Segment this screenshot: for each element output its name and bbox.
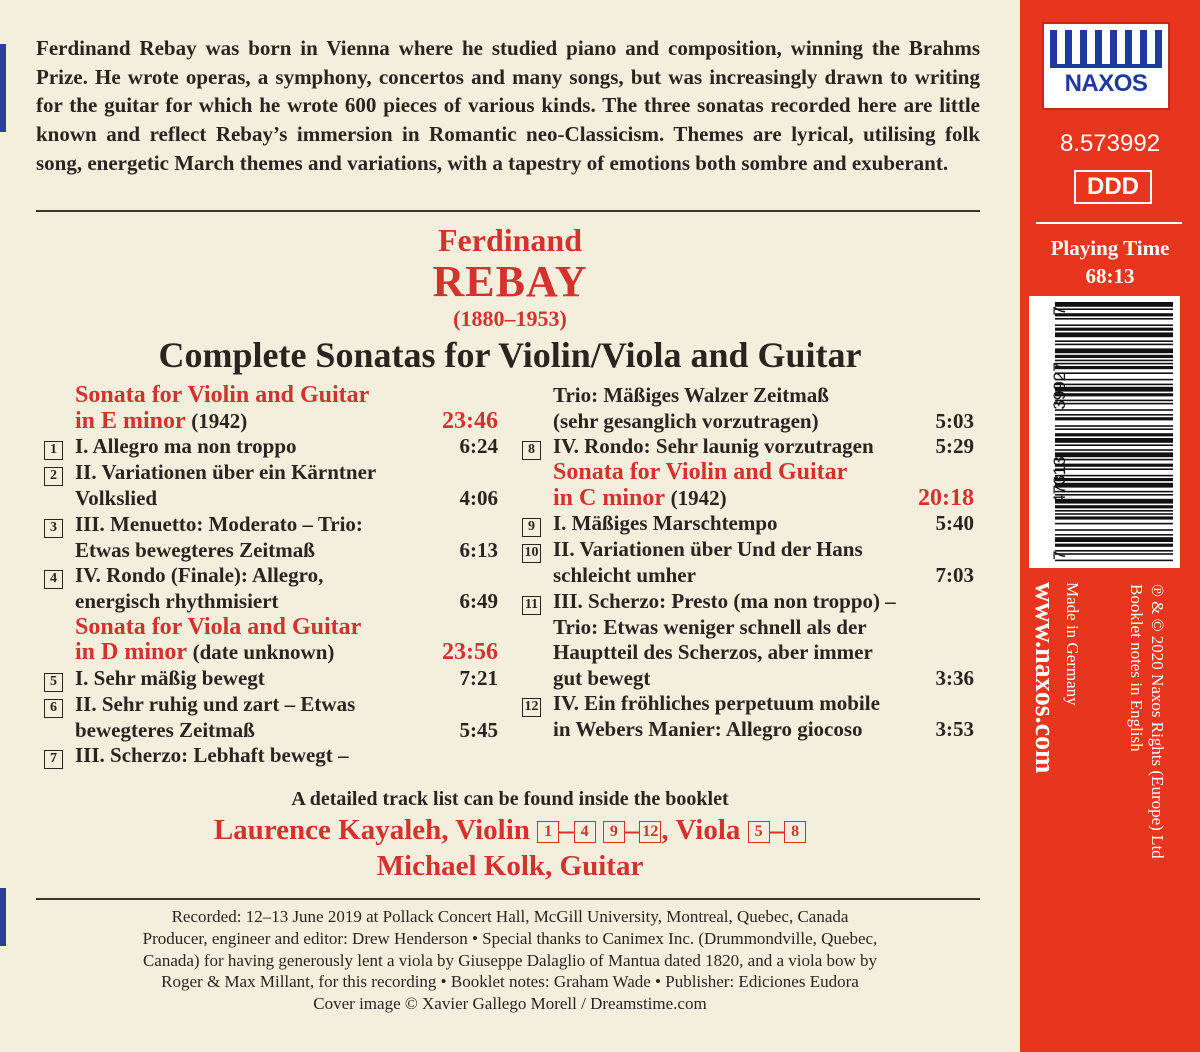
track-title: III. Scherzo: Presto (ma non troppo) – — [553, 588, 896, 613]
track-title: energisch rhythmisiert — [75, 589, 279, 613]
barcode-bar — [1055, 438, 1173, 443]
track-title: schleicht umher — [553, 563, 696, 587]
barcode-bar — [1055, 414, 1173, 416]
track-row[interactable] — [522, 691, 974, 717]
composer-first-name: Ferdinand — [437, 222, 583, 258]
barcode-bar — [1055, 409, 1173, 411]
barcode-bar — [1055, 449, 1173, 451]
barcode-bar — [1055, 534, 1173, 536]
track-title: IV. Rondo: Sehr launig vorzutragen — [553, 434, 874, 458]
track-title: Etwas bewegteres Zeitmaß — [75, 537, 315, 562]
track-title: III. Scherzo: Lebhaft bewegt – — [75, 743, 349, 767]
barcode-bar — [1055, 478, 1173, 481]
track-number: 12 — [522, 698, 541, 717]
barcode-bar — [1055, 433, 1173, 436]
playing-time-value: 68:13 — [1085, 264, 1135, 288]
track-row[interactable] — [522, 589, 974, 615]
sonata-heading-line2 — [522, 486, 974, 512]
track-title: gut bewegt — [553, 665, 651, 690]
track-number: 10 — [522, 544, 541, 563]
track-title: II. Variationen über Und der Hans — [553, 537, 863, 561]
barcode-digit-group: 7 — [1050, 306, 1069, 316]
catalogue-number: 8.573992 — [1059, 130, 1161, 157]
track-number: 5 — [44, 673, 63, 692]
barcode-digit-group: 7 — [1050, 550, 1069, 560]
copyright-notice — [1126, 584, 1168, 859]
track-duration: 6:24 — [459, 434, 498, 458]
track-row-cont — [522, 409, 974, 435]
barcode-bar — [1055, 459, 1173, 461]
barcode-bar — [1055, 499, 1173, 504]
track-duration: 5:45 — [459, 717, 498, 742]
performer-guitar: Michael Kolk, Guitar — [376, 850, 644, 882]
sonata-title: Sonata for Violin and Guitar — [75, 382, 370, 408]
track-title: Trio: Mäßiges Walzer Zeitmaß — [553, 383, 829, 407]
sonata-heading-line2 — [44, 640, 498, 666]
track-duration: 5:40 — [935, 511, 974, 535]
sonata-heading-line2 — [44, 409, 498, 435]
track-title: Hauptteil des Scherzos, aber immer — [553, 640, 873, 664]
barcode-bar — [1055, 379, 1173, 381]
track-title: I. Mäßiges Marschtempo — [553, 511, 778, 535]
barcode-bar — [1055, 360, 1173, 362]
barcode-bar — [1055, 400, 1173, 402]
composer-last-name: REBAY — [432, 257, 588, 306]
track-row-cont — [44, 538, 498, 564]
track-duration: 5:29 — [935, 434, 974, 458]
track-row[interactable] — [44, 434, 498, 460]
barcode-bar — [1055, 324, 1173, 326]
track-title: II. Sehr ruhig und zart – Etwas — [75, 691, 356, 716]
sonata-heading — [44, 383, 498, 409]
credit-line: Producer, engineer and editor: Drew Henderson • Special thanks to Canimex Inc. (Drummondville, Quebec, — [142, 928, 878, 948]
track-duration: 3:36 — [935, 665, 974, 690]
track-row[interactable] — [44, 743, 498, 769]
description-blurb: Ferdinand Rebay was born in Vienna where he studied piano and composition, winning the Brahms Prize. He wrote operas, a symphony, concertos and many songs, but was increasingly drawn to writing for the guitar for which he wrote 600 pieces of various kinds. The three sonatas recorded here are little known and reflect Rebay’s immersion in Romantic neo-Classicism. Themes are lyrical, utilising folk song, energetic March themes and variations, with a tapestry of emotions both sombre and exuberant. — [36, 36, 980, 175]
recording-credits — [40, 906, 980, 1015]
barcode-bar — [1055, 516, 1173, 519]
credit-line: Canada) for having generously lent a viola by Giuseppe Dalaglio of Mantua dated 1820, and a viola bow by — [142, 950, 878, 970]
barcode-bar — [1055, 313, 1173, 316]
track-title: I. Sehr mäßig bewegt — [75, 665, 265, 690]
barcode-bar — [1055, 513, 1173, 515]
barcode-bar — [1055, 505, 1173, 508]
track-title: Volkslied — [75, 486, 158, 510]
barcode-bar — [1055, 384, 1173, 386]
track-duration: 4:06 — [459, 486, 498, 510]
barcode-bar — [1055, 510, 1173, 512]
barcode-bar — [1055, 537, 1173, 542]
track-duration: 6:49 — [459, 589, 498, 613]
track-number: 7 — [44, 750, 63, 769]
sonata-date: (1942) — [670, 485, 727, 510]
sonata-key: in E minor — [75, 407, 186, 434]
track-row[interactable] — [522, 511, 974, 537]
work-title: Complete Sonatas for Violin/Viola and Guitar — [158, 335, 862, 375]
barcode-bar — [1055, 393, 1173, 396]
credit-line: Cover image © Xavier Gallego Morell / Dreamstime.com — [313, 994, 707, 1014]
track-number: 3 — [44, 519, 63, 538]
track-row-cont — [44, 486, 498, 512]
track-duration: 3:53 — [935, 717, 974, 741]
tracklist-right-column — [522, 383, 974, 743]
barcode-bar — [1055, 444, 1173, 446]
credit-line: Recorded: 12–13 June 2019 at Pollack Concert Hall, McGill University, Montreal, Quebec, Canada — [171, 907, 849, 926]
sonata-duration: 20:18 — [918, 484, 974, 511]
track-title: bewegteres Zeitmaß — [75, 717, 255, 742]
track-ref-box: 8 — [784, 821, 806, 843]
booklet-note: A detailed track list can be found inside the booklet — [291, 788, 729, 810]
track-ref-box: 1 — [537, 821, 559, 843]
track-row-cont — [522, 717, 974, 743]
track-number: 1 — [44, 441, 63, 460]
divider — [36, 210, 980, 212]
track-row[interactable] — [44, 563, 498, 589]
barcode-bar — [1055, 363, 1173, 365]
barcode-bar — [1055, 372, 1173, 374]
logo-columns-icon — [1050, 30, 1162, 64]
barcode-bar — [1055, 544, 1173, 547]
sonata-date: (date unknown) — [192, 640, 335, 664]
barcode-bar — [1055, 491, 1173, 493]
track-row-cont — [522, 640, 974, 666]
credit-line: Roger & Max Millant, for this recording • Booklet notes: Graham Wade • Publisher: Ediciones Eudora — [161, 972, 859, 992]
barcode-bar — [1055, 452, 1173, 457]
barcode-bar — [1055, 366, 1173, 369]
format-badge: DDD — [1074, 170, 1152, 204]
barcode-bar — [1055, 494, 1173, 496]
track-title: II. Variationen über ein Kärntner — [75, 460, 377, 484]
barcode-bar — [1055, 318, 1173, 320]
barcode-bar — [1055, 553, 1173, 555]
track-row-cont — [522, 615, 974, 641]
sonata-duration: 23:56 — [442, 639, 498, 665]
barcode-digits — [1050, 300, 1072, 566]
website-url[interactable]: www.naxos.com — [1029, 582, 1060, 774]
barcode-bar — [1055, 475, 1173, 477]
track-number: 6 — [44, 699, 63, 718]
sonata-key: in C minor — [553, 484, 665, 511]
booklet-language: Booklet notes in English — [1127, 584, 1146, 752]
track-row-cont — [44, 718, 498, 744]
track-row-cont — [522, 383, 974, 409]
tracklist-left-column — [44, 383, 498, 769]
sonata-date: (1942) — [191, 408, 248, 433]
track-title: IV. Ein fröhliches perpetuum mobile — [553, 691, 880, 715]
track-number: 9 — [522, 518, 541, 537]
track-row-cont — [522, 563, 974, 589]
barcode-bar — [1055, 348, 1173, 353]
track-row[interactable] — [522, 434, 974, 460]
made-in: Made in Germany — [1063, 582, 1082, 706]
barcode-bar — [1055, 468, 1173, 470]
barcode-bar — [1055, 355, 1173, 358]
track-ref-box: 5 — [748, 821, 770, 843]
composer-dates: (1880–1953) — [453, 306, 567, 331]
track-title: (sehr gesanglich vorzutragen) — [553, 408, 819, 433]
track-number: 8 — [522, 441, 541, 460]
barcode-digit-group: 47313 — [1050, 456, 1069, 504]
track-duration: 6:13 — [459, 537, 498, 562]
barcode-bar — [1055, 425, 1173, 427]
barcode-bar — [1055, 308, 1173, 310]
barcode-bar — [1055, 417, 1173, 420]
track-row[interactable] — [44, 460, 498, 486]
track-ref-box: 9 — [603, 821, 625, 843]
playing-time-label: Playing Time — [1050, 236, 1170, 260]
performer-name: Laurence Kayaleh, Violin — [213, 814, 530, 846]
playing-time — [1022, 234, 1198, 290]
track-number: 11 — [522, 596, 541, 615]
barcode-bar — [1055, 328, 1173, 331]
barcode-bar — [1055, 523, 1173, 525]
track-number: 2 — [44, 467, 63, 486]
barcode-digit-group: 39927 — [1050, 362, 1069, 410]
track-ref-box: 12 — [639, 821, 661, 843]
track-ref-box: 4 — [574, 821, 596, 843]
track-duration: 5:03 — [935, 408, 974, 433]
sonata-key: in D minor — [75, 639, 187, 665]
track-row[interactable] — [44, 512, 498, 538]
barcode-bar — [1055, 529, 1173, 531]
sonata-heading — [522, 460, 974, 486]
barcode-bar — [1055, 340, 1173, 342]
barcode-bar — [1055, 344, 1173, 346]
barcode-bar — [1055, 332, 1173, 337]
performer-instrument: , Viola — [661, 814, 741, 846]
track-row-cont — [44, 589, 498, 615]
copyright-line: ℗ & © 2020 Naxos Rights (Europe) Ltd — [1148, 584, 1167, 859]
track-duration: 7:03 — [935, 563, 974, 587]
barcode-bar — [1055, 550, 1173, 552]
track-title: III. Menuetto: Moderato – Trio: — [75, 511, 363, 536]
track-title: I. Allegro ma non troppo — [75, 434, 297, 458]
barcode-bar — [1055, 464, 1173, 467]
sonata-heading — [44, 615, 498, 641]
track-number: 4 — [44, 570, 63, 589]
barcode-bar — [1055, 302, 1173, 307]
logo-text: NAXOS — [1064, 70, 1148, 97]
track-duration: 7:21 — [459, 665, 498, 690]
barcode-bar — [1055, 387, 1173, 392]
sonata-title: Sonata for Viola and Guitar — [75, 613, 362, 640]
naxos-logo — [1042, 22, 1170, 110]
track-row-cont — [522, 666, 974, 692]
track-title: IV. Rondo (Finale): Allegro, — [75, 563, 324, 587]
track-title: in Webers Manier: Allegro giocoso — [553, 717, 863, 741]
track-title: Trio: Etwas weniger schnell als der — [553, 614, 867, 639]
barcode-bar — [1055, 483, 1173, 488]
track-row[interactable] — [522, 537, 974, 563]
divider — [1036, 222, 1182, 224]
track-row[interactable] — [44, 666, 498, 692]
sonata-duration: 23:46 — [442, 407, 498, 434]
barcode-bar — [1055, 428, 1173, 430]
sonata-title: Sonata for Violin and Guitar — [553, 459, 848, 485]
barcode-bar — [1055, 403, 1173, 405]
divider — [36, 898, 980, 900]
performer-violin: Laurence Kayaleh, Violin 1 – 4 9 – 12 , Viola 5 – 8 — [20, 814, 1000, 847]
track-row[interactable] — [44, 692, 498, 718]
barcode-bar — [1055, 560, 1173, 562]
